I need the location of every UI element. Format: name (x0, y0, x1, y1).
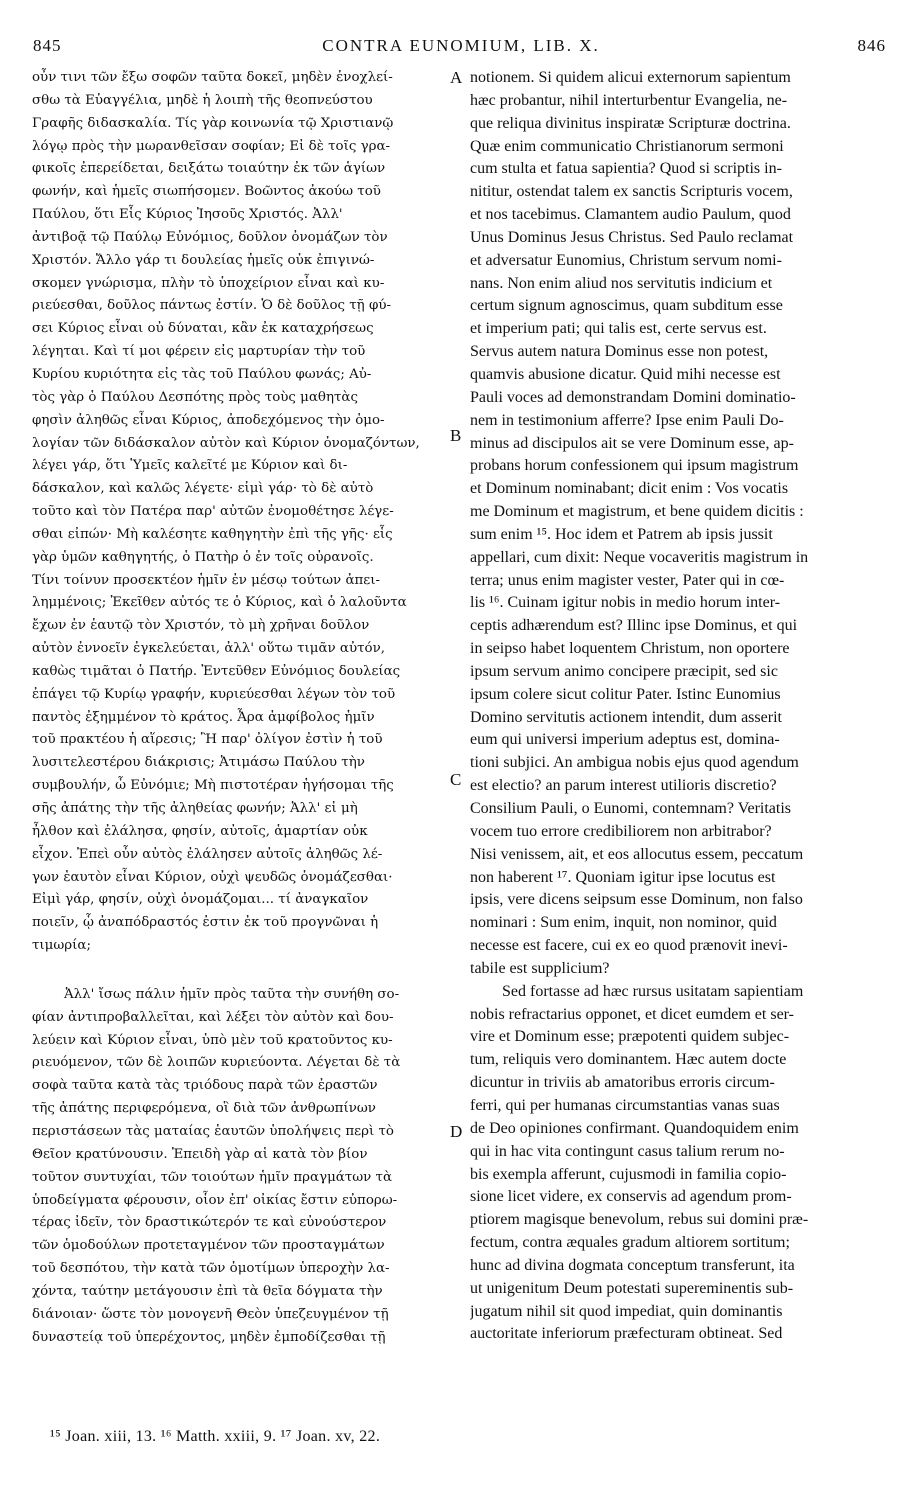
text-line: Χριστόν. Ἄλλο γάρ τι δουλείας ἡμεῖς οὐκ ἐπιγινώ- (32, 252, 375, 268)
text-line: δυναστείᾳ τοῦ ὑπερέχοντος, μηδὲν ἐμποδίζεσθαι τῇ (32, 1329, 386, 1345)
text-line: nominari : Sum enim, inquit, non nominor, quid (470, 914, 777, 932)
text-line: ipsum servum animo concipere præcipit, sed sic (470, 662, 778, 680)
text-line: vire et Dominum esse; præpotenti quidem subjec- (470, 1028, 790, 1046)
text-line: Θεῖον κρατύνουσιν. Ἐπειδὴ γὰρ αἱ κατὰ τὸν βίον (32, 1146, 368, 1162)
text-line: φικοῖς ἐπερείδεται, δειξάτω τοιαύτην ἐκ τῶν ἁγίων (32, 161, 386, 177)
text-line: Unus Dominus Jesus Christus. Sed Paulo reclamat (470, 228, 794, 246)
text-line: Ἀλλ' ἴσως πάλιν ἡμῖν πρὸς ταῦτα τὴν συνήθη σο- (64, 986, 400, 1002)
latin-column (470, 67, 889, 1346)
text-line: λογίαν τῶν διδάσκαλον αὐτὸν καὶ Κύριον ὀνομαζόντων, (32, 435, 420, 451)
text-line: bis exempla afferunt, cujusmodi in familia copio- (470, 1165, 787, 1183)
text-line: ὑποδείγματα φέρουσιν, οἷον ἐπ' οἰκίας ἔστιν εὐπορω- (32, 1192, 398, 1208)
text-line: eum qui universi imperium adeptus est, domina- (470, 731, 780, 749)
text-line: ἀντιβοᾷ τῷ Παύλῳ Εὐνόμιος, δοῦλον ὀνομάζων τὸν (32, 229, 388, 245)
text-line: Domino servitutis actionem intendit, dum asserit (470, 708, 782, 726)
paragraph-gap (32, 958, 456, 984)
text-line: de Deo opiniones confirmant. Quandoquidem enim (470, 1119, 799, 1137)
text-line: Quæ enim communicatio Christianorum sermoni (470, 137, 784, 155)
text-line: ut unigenitum Deum potestati supereminentis sub- (470, 1279, 794, 1297)
text-line: ριευόμενον, τῶν δὲ λοιπῶν κυριεύοντα. Λέγεται δὲ τὰ (32, 1055, 401, 1071)
text-line: cum stulta et fatua sapientia? Quod si scriptis in- (470, 160, 782, 178)
text-line: hæc probantur, nihil interturbentur Evangelia, ne- (470, 91, 788, 109)
text-line: σθαι εἰπών· Μὴ καλέσητε καθηγητὴν ἐπὶ τῆς γῆς· εἷς (32, 526, 393, 542)
text-line: tioni subjici. An ambigua nobis ejus quod agendum (470, 754, 799, 772)
text-line: tabile est supplicium? (470, 959, 610, 977)
text-line: nobis refractarius opponet, et dicet eumdem et ser- (470, 1005, 794, 1023)
text-line: συμβουλήν, ὦ Εὐνόμιε; Μὴ πιστοτέραν ἡγήσομαι τῆς (32, 778, 394, 794)
text-line: vocem tuo errore credibiliorem non arbitrabor? (470, 822, 772, 840)
text-line: Sed fortasse ad hæc rursus usitatam sapientiam (502, 982, 804, 1000)
text-line: χόντα, ταύτην μετάγουσιν ἐπὶ τὰ θεῖα δόγματα τὴν (32, 1283, 383, 1299)
text-line: Κυρίου κυριότητα εἰς τὰς τοῦ Παύλου φωνάς; Αὐ- (32, 366, 372, 382)
text-line: ἦλθον καὶ ἐλάλησα, φησίν, αὐτοῖς, ἁμαρτίαν οὐκ (32, 823, 368, 839)
text-line: φίαν ἀντιπροβαλλεῖται, καὶ λέξει τὸν αὐτὸν καὶ δου- (32, 1009, 394, 1025)
text-line: fectum, contra æquales gradum altiorem sortitum; (470, 1234, 790, 1252)
text-line: σῆς ἀπάτης τὴν τῆς ἀληθείας φωνήν; Ἀλλ' εἰ μὴ (32, 801, 358, 816)
text-line: jugatum nihil sit quod impediat, quin dominantis (470, 1302, 783, 1320)
text-line: ἔχων ἐν ἑαυτῷ τὸν Χριστόν, τὸ μὴ χρῆναι δοῦλον (32, 618, 370, 634)
text-line: terra; unus enim magister vester, Pater qui in cœ- (470, 571, 785, 589)
text-line: σκομεν γνώρισμα, πλὴν τὸ ὑποχείριον εἶναι καὶ κυ- (32, 275, 385, 291)
footnotes: ¹⁵ Joan. xiii, 13. ¹⁶ Matth. xxiii, 9. ¹⁷ Joan. xv, 22. (50, 1428, 381, 1445)
text-line: εἶχον. Ἐπεὶ οὖν αὐτὸς ἐλάλησεν αὐτοῖς ἀληθῶς λέ- (32, 846, 383, 862)
page-number-right: 846 (857, 36, 886, 55)
margin-marker-d: D (450, 1122, 463, 1141)
text-line: λεύειν καὶ Κύριον εἶναι, ὑπὸ μὲν τοῦ κρατοῦντος κυ- (32, 1032, 393, 1048)
text-line: appellari, cum dixit: Neque vocaveritis magistrum in (470, 548, 809, 566)
text-line: qui in hac vita contingunt casus talium rerum no- (470, 1142, 785, 1160)
text-line: nans. Non enim aliud nos servitutis indicium et (470, 274, 773, 292)
text-line: τοῦ πρακτέου ἡ αἵρεσις; Ἢ παρ' ὀλίγον ἐστὶν ἡ τοῦ (32, 732, 383, 748)
text-line: hunc ad divina dogmata conceptum transferunt, ita (470, 1256, 795, 1274)
text-line: ipsis, vere dicens seipsum esse Dominum, non falso (470, 891, 803, 909)
text-line: necesse est facere, cui ex eo quod prænovit inevi- (470, 937, 788, 955)
text-line: nititur, ostendat talem ex sanctis Scripturis vocem, (470, 183, 793, 201)
text-line: et nos tacebimus. Clamantem audio Paulum, quod (470, 206, 791, 224)
text-line: certum signum agnoscimus, quam subditum esse (470, 297, 783, 315)
text-line: sum enim ¹⁵. Hoc idem et Patrem ab ipsis jussit (470, 525, 773, 543)
text-line: nem in testimonium afferre? Ipse enim Pauli Do- (470, 411, 784, 429)
text-line: est electio? an parum interest utilioris discretio? (470, 777, 777, 795)
text-line: non haberent ¹⁷. Quoniam igitur ipse locutus est (470, 868, 776, 886)
text-line: τιμωρία; (32, 938, 91, 954)
text-line: Servus autem natura Dominus esse non potest, (470, 343, 769, 361)
text-line: σθω τὰ Εὐαγγέλια, μηδὲ ἡ λοιπὴ τῆς θεοπνεύστου (32, 92, 373, 108)
text-line: Consilium Pauli, o Eunomi, contemnam? Veritatis (470, 800, 792, 817)
text-line: σει Κύριος εἶναι οὐ δύναται, κἂν ἐκ καταχρήσεως (32, 321, 374, 337)
text-line: ριεύεσθαι, δοῦλος πάντως ἐστίν. Ὁ δὲ δοῦλος τῇ φύ- (32, 298, 391, 314)
text-line: αὐτὸν ἐννοεῖν ἐγκελεύεται, ἀλλ' οὕτω τιμᾶν αὐτόν, (32, 641, 385, 657)
text-line: λέγει γάρ, ὅτι Ὑμεῖς καλεῖτέ με Κύριον καὶ δι- (32, 458, 348, 474)
text-line: περιστάσεων τὰς ματαίας ἑαυτῶν ὑπολήψεις περὶ τὸ (32, 1123, 394, 1139)
text-line: Εἰμὶ γάρ, φησίν, οὐχὶ ὀνομάζομαι... τί ἀναγκαῖον (32, 892, 369, 908)
text-line: que reliqua divinitus inspiratæ Scripturæ doctrina. (470, 114, 791, 132)
text-line: probans horum confessionem qui ipsum magistrum (470, 457, 799, 475)
text-line: ptiorem magisque benevolum, rebus sui domini præ- (470, 1211, 809, 1229)
text-line: τῶν ὁμοδούλων προτεταγμένον τῶν προσταγμάτων (32, 1238, 385, 1254)
text-line: Τίνι τοίνυν προσεκτέον ἡμῖν ἐν μέσῳ τούτων ἀπει- (32, 572, 381, 588)
text-line: φησὶν ἀληθῶς εἶναι Κύριος, ἀποδεχόμενος τὴν ὁμο- (32, 412, 385, 428)
text-line: et imperium pati; qui talis est, certe servus est. (470, 320, 767, 338)
text-line: lis ¹⁶. Cuinam igitur nobis in medio horum inter- (470, 594, 781, 612)
text-line: et Dominum nominabant; dicit enim : Vos vocatis (470, 480, 789, 498)
text-line: σοφὰ ταῦτα κατὰ τὰς τριόδους παρὰ τῶν ἐραστῶν (32, 1078, 378, 1094)
running-title: CONTRA EUNOMIUM, LIB. X. (322, 36, 600, 55)
text-line: τέρας ἰδεῖν, τὸν δραστικώτερόν τε καὶ εὐνούστερον (32, 1215, 387, 1231)
greek-column (32, 67, 456, 1349)
text-line: οὖν τινι τῶν ἔξω σοφῶν ταῦτα δοκεῖ, μηδὲν ἐνοχλεί- (32, 70, 393, 85)
text-line: λυσιτελεστέρου διάκρισις; Ἀτιμάσω Παύλου τὴν (32, 755, 365, 771)
text-line: ceptis adhærendum est? Illinc ipse Dominus, et qui (470, 617, 798, 635)
text-line: Nisi venissem, ait, et eos allocutus essem, peccatum (470, 845, 804, 863)
text-line: τοῦ δεσπότου, τὴν κατὰ τῶν ὁμοτίμων ὑπεροχὴν λα- (32, 1261, 390, 1277)
text-line: τὸς γὰρ ὁ Παύλου Δεσπότης πρὸς τοὺς μαθητὰς (32, 389, 358, 405)
text-line: auctoritate inferiorum præfecturam obtineat. Sed (470, 1325, 783, 1343)
text-line: me Dominum et magistrum, et bene quidem dicitis : (470, 503, 804, 521)
text-line: dicuntur in triviis ab amatoribus erroris circum- (470, 1074, 775, 1092)
margin-marker-a: A (450, 68, 463, 87)
text-line: sione licet videre, ex conservis ad agendum prom- (470, 1188, 792, 1206)
text-line: τοῦτον συντυχίαι, τῶν τοιούτων ἡμῖν πραγμάτων τὰ (32, 1169, 392, 1185)
text-line: minus ad discipulos ait se vere Dominum esse, ap- (470, 434, 794, 452)
text-line: Γραφῆς διδασκαλία. Τίς γὰρ κοινωνία τῷ Χριστιανῷ (32, 115, 394, 131)
text-line: λόγῳ πρὸς τὴν μωρανθεῖσαν σοφίαν; Εἰ δὲ τοῖς γρα- (32, 138, 391, 154)
text-line: quamvis abusione dicatur. Quid mihi necesse est (470, 365, 781, 383)
text-line: in seipso habet loquentem Christum, non oportere (470, 640, 790, 658)
text-line: λέγηται. Καὶ τί μοι φέρειν εἰς μαρτυρίαν τὴν τοῦ (32, 344, 366, 360)
text-line: δάσκαλον, καὶ καλῶς λέγετε· εἰμὶ γάρ· τὸ δὲ αὐτὸ (32, 481, 374, 497)
text-line: ἐπάγει τῷ Κυρίῳ γραφήν, κυριεύεσθαι λέγων τὸν τοῦ (32, 686, 396, 702)
text-line: τοῦτο καὶ τὸν Πατέρα παρ' αὐτῶν ἐνομοθέτησε λέγε- (32, 504, 394, 520)
text-line: λημμένοις; Ἐκεῖθεν αὐτός τε ὁ Κύριος, καὶ ὁ λαλοῦντα (32, 595, 407, 611)
text-line: notionem. Si quidem alicui externorum sapientum (470, 69, 791, 86)
text-line: tum, reliquis vero dominantem. Hæc autem docte (470, 1051, 787, 1069)
text-line: διάνοιαν· ὥστε τὸν μονογενῆ Θεὸν ὑπεζευγμένον τῇ (32, 1306, 389, 1322)
text-line: et adversatur Eunomius, Christum servum nomi- (470, 251, 782, 269)
text-line: γὰρ ὑμῶν καθηγητής, ὁ Πατὴρ ὁ ἐν τοῖς οὐρανοῖς. (32, 549, 374, 565)
text-line: καθὼς τιμᾶται ὁ Πατήρ. Ἐντεῦθεν Εὐνόμιος δουλείας (32, 663, 401, 679)
text-line: παντὸς ἐξημμένον τὸ κράτος. Ἆρα ἀμφίβολος ἡμῖν (32, 709, 375, 725)
text-line: Pauli voces ad demonstrandam Domini dominatio- (470, 388, 796, 406)
text-line: γων ἑαυτὸν εἶναι Κύριον, οὐχὶ ψευδῶς ὀνομάζεσθαι· (32, 869, 393, 885)
page-number-left: 845 (33, 36, 62, 55)
text-line: ferri, qui per humanas circumstantias vanas suas (470, 1096, 780, 1114)
text-line: ipsum colere sicut colitur Pater. Istinc Eunomius (470, 685, 781, 703)
margin-marker-c: C (450, 770, 462, 789)
text-line: ποιεῖν, ᾧ ἀναπόδραστός ἐστιν ἐκ τοῦ προγνῶναι ἡ (32, 915, 379, 931)
text-line: φωνήν, καὶ ἡμεῖς σιωπήσομεν. Βοῶντος ἀκούω τοῦ (32, 184, 381, 200)
text-line: τῆς ἀπάτης περιφερόμενα, οἳ διὰ τῶν ἀνθρωπίνων (32, 1101, 376, 1117)
text-line: Παύλου, ὅτι Εἷς Κύριος Ἰησοῦς Χριστός. Ἀλλ' (32, 207, 343, 223)
margin-marker-b: B (450, 426, 462, 445)
